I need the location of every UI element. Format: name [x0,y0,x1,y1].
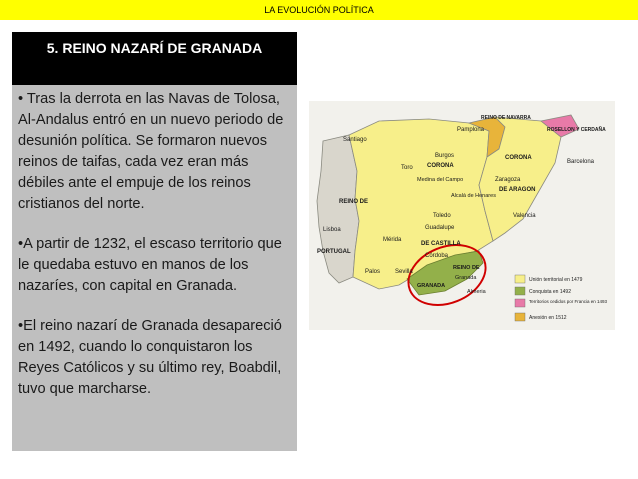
map-label-reino-navarra: REINO DE NAVARRA [481,115,531,121]
map-label-toro: Toro [401,165,413,171]
map-label-sevilla: Sevilla [395,269,413,275]
section-title: LA EVOLUCIÓN POLÍTICA [264,5,374,15]
map-label-palos: Palos [365,269,381,275]
map-label-granada-city: Granada [455,275,477,281]
map-label-de-castilla: DE CASTILLA [421,241,461,247]
map-label-rosellon: ROSELLON Y CERDAÑA [547,127,606,133]
map-label-de-aragon: DE ARAGON [499,187,536,193]
map-label-granada-region: GRANADA [417,283,446,289]
map-label-pamplona: Pamplona [457,127,485,133]
map-label-merida: Mérida [383,237,402,243]
legend-swatch-1512 [515,313,525,321]
map-label-toledo: Toledo [433,213,451,219]
slide-heading-box [12,32,297,85]
map-label-lisboa: Lisboa [323,227,341,233]
map-label-valencia: Valencia [513,213,536,219]
iberia-map [309,101,615,330]
legend-swatch-1493 [515,299,525,307]
map-label-almeria: Almeria [467,289,486,295]
map-label-portugal: PORTUGAL [317,249,351,255]
map-label-reino-granada: REINO DE [453,265,480,271]
map-label-reino-de: REINO DE [339,199,369,205]
paragraph-1: • Tras la derrota en las Navas de Tolosa, Al-Andalus entró en un nuevo periodo de desunión política. Se formaron nuevos reinos de taifas, cada vez eran más débiles ante el empuje de los reinos cristianos del norte. [18,91,284,212]
map-label-burgos: Burgos [435,153,455,159]
slide-heading: 5. REINO NAZARÍ DE GRANADA [46,40,263,56]
paragraph-2: •A partir de 1232, el escaso territorio que le quedaba estuvo en manos de los nazaríes, con capital en Granada. [18,236,282,294]
legend-swatch-1479 [515,275,525,283]
slide-text-box [12,85,297,451]
map-label-cordoba: Córdoba [425,253,449,259]
map-label-zaragoza: Zaragoza [495,177,521,183]
legend-label-1492: Conquista en 1492 [529,289,571,295]
map-label-corona-aragon: CORONA [505,155,532,161]
map-label-guadalupe: Guadalupe [425,225,455,231]
legend-swatch-1492 [515,287,525,295]
map-label-barcelona: Barcelona [567,159,595,165]
section-title-bar [0,0,638,20]
legend-label-1493: Territorios cedidos por Francia en 1493 [529,299,608,304]
map-label-alcala: Alcalá de Henares [451,193,496,199]
legend-label-1512: Anexión en 1512 [529,315,567,321]
paragraph-3: •El reino nazarí de Granada desapareció en 1492, cuando lo conquistaron los Reyes Católicos y su último rey, Boabdil, tuvo que marcharse. [18,318,282,397]
legend-label-1479: Unión territorial en 1479 [529,277,583,283]
map-label-corona-castilla: CORONA [427,163,454,169]
map-label-santiago: Santiago [343,137,367,143]
map-label-medina: Medina del Campo [417,177,464,183]
